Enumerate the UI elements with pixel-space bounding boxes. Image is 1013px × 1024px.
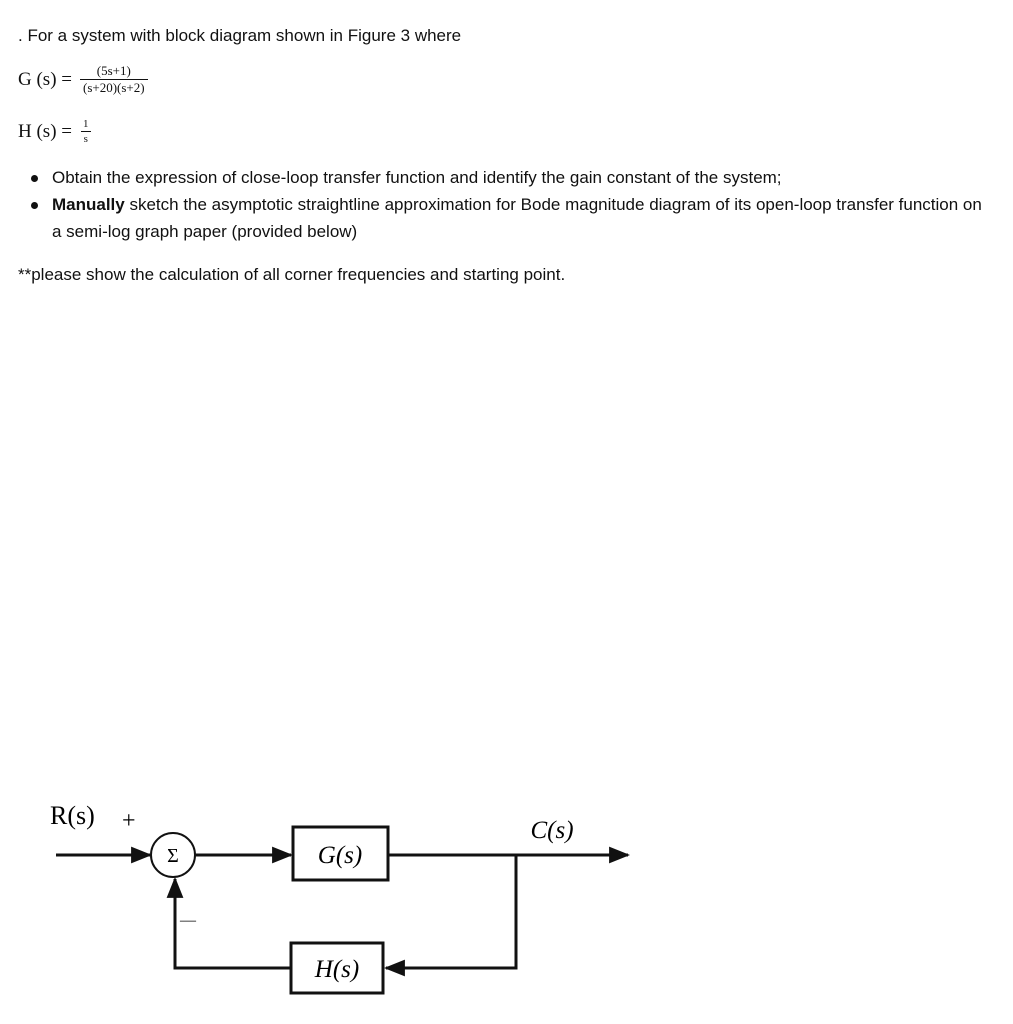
bullet-icon [31,175,38,182]
block-diagram [0,790,700,1020]
equation-h-fraction [80,118,92,145]
task-list [24,164,989,245]
equation-h [18,118,92,145]
equation-h-denominator: s [81,131,91,145]
output-label: C(s) [530,817,574,844]
task-item [24,164,989,191]
equation-h-lhs: H (s) = [18,120,72,142]
feedback-arrow [386,855,516,968]
equation-g-lhs: G (s) = [18,68,72,90]
task-item-text: sketch the asymptotic straightline approximation for Bode magnitude diagram of its open-loop transfer function on a semi-log graph paper (provided below) [52,195,982,241]
task-item-text: Obtain the expression of close-loop transfer function and identify the gain constant of the system; [52,168,782,187]
task-item [24,191,989,245]
problem-intro: . For a system with block diagram shown in Figure 3 where [18,26,462,45]
h-block-label: H(s) [314,956,360,983]
input-label: R(s) [50,801,95,830]
minus-sign: — [180,912,196,929]
equation-g-denominator: (s+20)(s+2) [80,79,148,95]
equation-g [18,64,148,96]
equation-g-fraction [80,64,148,96]
summer-symbol: Σ [167,845,179,867]
bullet-icon [31,202,38,209]
g-block-label: G(s) [317,842,363,869]
task-item-bold: Manually [52,195,125,214]
plus-sign: + [122,808,136,834]
calculation-note: **please show the calculation of all corner frequencies and starting point. [18,265,566,284]
equation-h-numerator: 1 [83,118,89,130]
equation-g-numerator: (5s+1) [96,63,131,78]
